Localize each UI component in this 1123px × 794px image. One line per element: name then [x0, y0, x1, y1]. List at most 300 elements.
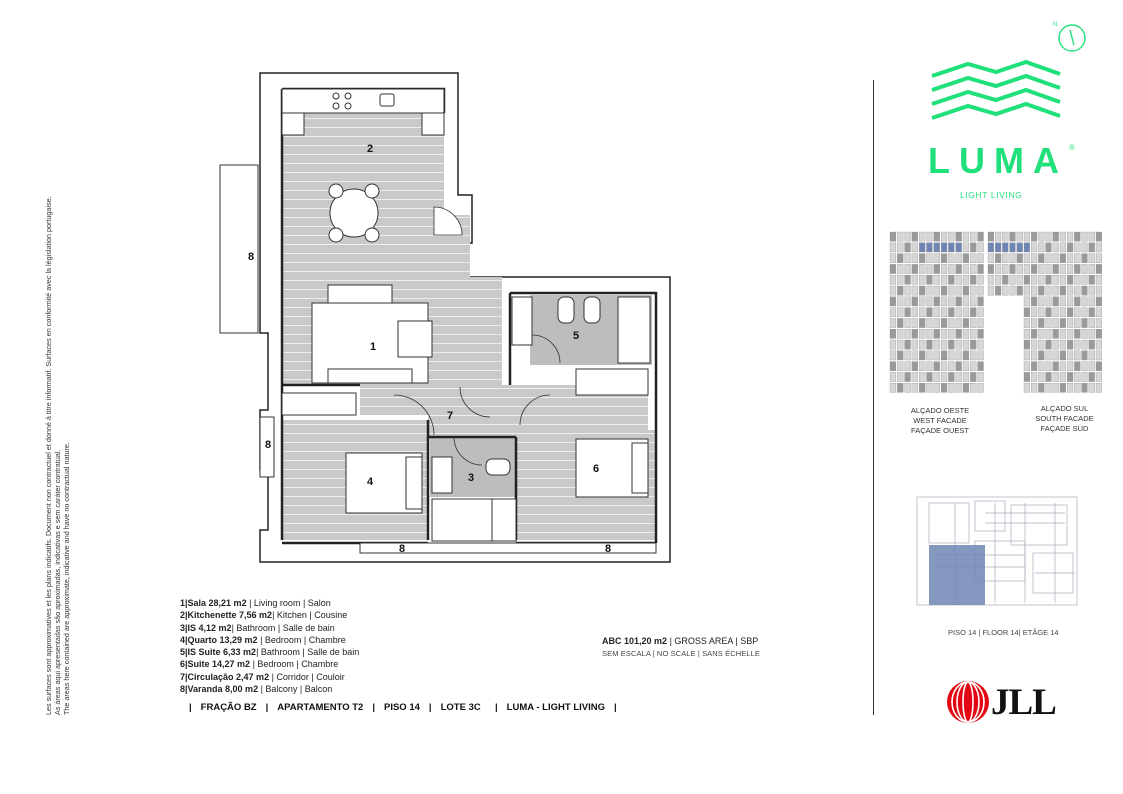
south-facade-label: ALÇADO SUL SOUTH FACADE FAÇADE SUD	[1035, 404, 1094, 433]
facade-window	[1002, 275, 1008, 284]
facade-window	[1053, 275, 1059, 284]
facade-window	[995, 264, 1001, 273]
facade-window	[978, 340, 984, 349]
facade-window	[1017, 232, 1023, 241]
facade-window	[919, 340, 925, 349]
facade-window	[934, 264, 940, 273]
facade-window	[919, 264, 925, 273]
unit-highlight	[929, 545, 985, 605]
facade-window	[988, 264, 994, 273]
facade-window	[1038, 286, 1044, 295]
facade-window	[963, 329, 969, 338]
facade-window	[995, 232, 1001, 241]
legend-row: 7|Circulação 2,47 m2 | Corridor | Couloir	[180, 671, 345, 682]
facade-window	[956, 351, 962, 360]
facade-window	[1082, 264, 1088, 273]
facade-window	[1053, 308, 1059, 317]
facade-window	[1074, 351, 1080, 360]
facade-window	[905, 243, 911, 252]
facade-window	[1053, 329, 1059, 338]
facade-window	[1067, 362, 1073, 371]
facade-window	[919, 254, 925, 263]
facade-window	[1096, 383, 1102, 392]
facade-window	[890, 254, 896, 263]
facade-window	[1046, 254, 1052, 263]
building-facades	[886, 230, 1116, 400]
facade-window	[1038, 318, 1044, 327]
brand-name: LUMA	[928, 140, 1068, 181]
registered-mark: ®	[1069, 143, 1075, 152]
facade-window	[956, 286, 962, 295]
facade-window	[890, 286, 896, 295]
facade-window	[995, 286, 1001, 295]
facade-window	[912, 254, 918, 263]
facade-window	[963, 351, 969, 360]
facade-window	[934, 329, 940, 338]
balcony-west	[220, 165, 258, 333]
facade-window	[1060, 329, 1066, 338]
facade-window	[941, 264, 947, 273]
facade-window	[1031, 329, 1037, 338]
facade-window	[956, 243, 962, 252]
facade-window	[897, 232, 903, 241]
facade-window	[1024, 329, 1030, 338]
facade-window	[948, 308, 954, 317]
facade-window	[1046, 340, 1052, 349]
facade-window	[905, 340, 911, 349]
agency-name: JLL	[991, 682, 1056, 723]
facade-window	[1053, 232, 1059, 241]
facade-window	[1096, 351, 1102, 360]
facade-window	[912, 264, 918, 273]
facade-window	[1038, 232, 1044, 241]
facade-window	[941, 329, 947, 338]
facade-window	[956, 372, 962, 381]
facade-window	[1067, 232, 1073, 241]
facade-window	[927, 232, 933, 241]
facade-window	[1074, 254, 1080, 263]
facade-window	[970, 264, 976, 273]
facade-window	[956, 297, 962, 306]
facade-window	[1031, 351, 1037, 360]
facade-window	[897, 318, 903, 327]
facade-window	[1031, 362, 1037, 371]
facade-window	[1074, 362, 1080, 371]
facade-window	[912, 318, 918, 327]
facade-window	[1024, 362, 1030, 371]
facade-window	[948, 362, 954, 371]
facade-window	[1074, 286, 1080, 295]
facade-window	[934, 340, 940, 349]
facade-window	[1089, 286, 1095, 295]
facade-window	[1017, 275, 1023, 284]
facade-window	[1067, 318, 1073, 327]
facade-window	[919, 362, 925, 371]
facade-window	[1082, 372, 1088, 381]
facade-window	[912, 362, 918, 371]
scale-note: SEM ESCALA | NO SCALE | SANS ÉCHELLE	[602, 649, 760, 658]
facade-window	[1082, 297, 1088, 306]
facade-window	[934, 254, 940, 263]
disclaimer	[44, 125, 72, 715]
facade-window	[905, 351, 911, 360]
facade-window	[890, 232, 896, 241]
facade-window	[978, 372, 984, 381]
facade-window	[963, 264, 969, 273]
facade-window	[941, 232, 947, 241]
facade-window	[948, 232, 954, 241]
facade-window	[1096, 318, 1102, 327]
facade-window	[1089, 383, 1095, 392]
facade-window	[934, 275, 940, 284]
facade-window	[1031, 308, 1037, 317]
facade-window	[905, 329, 911, 338]
legend-row: 2|Kitchenette 7,56 m2| Kitchen | Cousine	[180, 610, 348, 621]
facade-window	[912, 308, 918, 317]
facade-window	[1082, 308, 1088, 317]
facade-window	[890, 297, 896, 306]
facade-window	[905, 318, 911, 327]
facade-window	[1038, 340, 1044, 349]
facade-window	[1053, 286, 1059, 295]
facade-window	[912, 351, 918, 360]
room-label-3: 3	[468, 472, 475, 484]
facade-window	[963, 254, 969, 263]
facade-window	[1074, 340, 1080, 349]
facade-window	[1067, 372, 1073, 381]
facade-window	[970, 351, 976, 360]
facade-window	[1031, 383, 1037, 392]
facade-window	[919, 318, 925, 327]
facade-window	[1010, 275, 1016, 284]
facade-window	[978, 275, 984, 284]
facade-window	[956, 318, 962, 327]
facade-window	[978, 297, 984, 306]
facade-window	[963, 243, 969, 252]
facade-window	[1046, 383, 1052, 392]
luma-logo-icon	[930, 58, 1064, 128]
facade-window	[1046, 264, 1052, 273]
facade-window	[970, 275, 976, 284]
facade-window	[919, 308, 925, 317]
facade-window	[919, 297, 925, 306]
facade-window	[1046, 275, 1052, 284]
facade-window	[905, 286, 911, 295]
facade-window	[978, 254, 984, 263]
facade-window	[1082, 232, 1088, 241]
facade-window	[1010, 243, 1016, 252]
facade-window	[978, 232, 984, 241]
facade-window	[1053, 372, 1059, 381]
facade-window	[1017, 286, 1023, 295]
facade-window	[1038, 372, 1044, 381]
facade-window	[1060, 308, 1066, 317]
area-legend	[180, 597, 359, 695]
facade-window	[941, 297, 947, 306]
facade-window	[927, 275, 933, 284]
facade-window	[897, 275, 903, 284]
facade-window	[970, 362, 976, 371]
facade-window	[927, 264, 933, 273]
facade-window	[1024, 297, 1030, 306]
facade-window	[912, 372, 918, 381]
facade-window	[941, 243, 947, 252]
facade-window	[912, 383, 918, 392]
facade-window	[1082, 329, 1088, 338]
facade-window	[1082, 383, 1088, 392]
facade-window	[1067, 329, 1073, 338]
facade-window	[970, 297, 976, 306]
facade-window	[948, 264, 954, 273]
facade-window	[1067, 243, 1073, 252]
room-label-8-small: 8	[265, 439, 272, 451]
facade-window	[1024, 308, 1030, 317]
facade-window	[970, 318, 976, 327]
gross-area-block	[602, 636, 760, 658]
facade-window	[956, 362, 962, 371]
facade-window	[1082, 275, 1088, 284]
facade-window	[1017, 264, 1023, 273]
facade-window	[963, 232, 969, 241]
facade-window	[919, 351, 925, 360]
gross-area-value: ABC 101,20 m2	[602, 636, 668, 646]
facade-window	[1096, 232, 1102, 241]
facade-window	[912, 340, 918, 349]
facade-window	[927, 340, 933, 349]
facade-window	[970, 329, 976, 338]
facade-window	[988, 232, 994, 241]
facade-window	[988, 286, 994, 295]
facade-window	[978, 329, 984, 338]
facade-window	[927, 329, 933, 338]
facade-window	[978, 243, 984, 252]
facade-window	[1038, 362, 1044, 371]
facade-window	[948, 340, 954, 349]
facade-window	[1024, 383, 1030, 392]
facade-window	[1053, 362, 1059, 371]
facade-window	[1024, 264, 1030, 273]
facade-window	[956, 264, 962, 273]
facade-window	[1053, 297, 1059, 306]
facade-window	[1024, 372, 1030, 381]
facade-window	[934, 232, 940, 241]
facade-window	[1060, 383, 1066, 392]
facade-window	[927, 286, 933, 295]
facade-window	[1082, 243, 1088, 252]
facade-window	[927, 308, 933, 317]
facade-window	[905, 372, 911, 381]
facade-window	[905, 254, 911, 263]
facade-window	[912, 243, 918, 252]
facade-window	[1089, 340, 1095, 349]
facade-window	[941, 340, 947, 349]
facade-window	[1046, 297, 1052, 306]
facade-window	[1053, 383, 1059, 392]
facade-window	[934, 372, 940, 381]
facade-window	[1053, 243, 1059, 252]
facade-window	[927, 372, 933, 381]
facade-window	[1046, 372, 1052, 381]
floor-plan	[210, 65, 680, 570]
facade-window	[890, 351, 896, 360]
legend-row: 1|Sala 28,21 m2 | Living room | Salon	[180, 598, 331, 608]
facade-window	[905, 275, 911, 284]
disclaimer-line-fr: Les surfaces sont approximatives et les plans indicatifs. Document non contractuel et donné à titre informatif. Surfaces en conformité avec la législation portugaise.	[44, 196, 53, 715]
facade-window	[963, 362, 969, 371]
room-label-6: 6	[593, 463, 600, 475]
facade-window	[1002, 232, 1008, 241]
facade-window	[948, 318, 954, 327]
floor-key-plan	[915, 493, 1085, 613]
facade-window	[1089, 297, 1095, 306]
facade-window	[1038, 243, 1044, 252]
facade-window	[941, 275, 947, 284]
facade-window	[1060, 340, 1066, 349]
facade-window	[1074, 372, 1080, 381]
floor-label: PISO 14	[384, 702, 420, 713]
facade-window	[995, 254, 1001, 263]
keyplan-floor-label: PISO 14 | FLOOR 14| ETÂGE 14	[948, 628, 1059, 637]
facade-window	[1074, 383, 1080, 392]
facade-window	[956, 340, 962, 349]
facade-window	[927, 254, 933, 263]
facade-window	[890, 372, 896, 381]
facade-window	[1067, 308, 1073, 317]
facade-window	[1053, 318, 1059, 327]
facade-window	[963, 308, 969, 317]
facade-window	[1082, 362, 1088, 371]
jll-logo-icon	[946, 680, 990, 724]
lot-label: LOTE 3C	[440, 702, 481, 713]
facade-window	[919, 232, 925, 241]
facade-window	[995, 243, 1001, 252]
facade-window	[1067, 297, 1073, 306]
facade-window	[1089, 264, 1095, 273]
facade-window	[927, 383, 933, 392]
facade-window	[948, 275, 954, 284]
facade-window	[1067, 351, 1073, 360]
facade-window	[912, 286, 918, 295]
facade-window	[919, 372, 925, 381]
facade-window	[1096, 329, 1102, 338]
facade-window	[897, 264, 903, 273]
facade-window	[1060, 351, 1066, 360]
facade-window	[1074, 264, 1080, 273]
facade-window	[1038, 329, 1044, 338]
facade-window	[1010, 264, 1016, 273]
facade-window	[1089, 308, 1095, 317]
facade-window	[970, 372, 976, 381]
legend-row: 6|Suite 14,27 m2 | Bedroom | Chambre	[180, 659, 339, 670]
facade-window	[988, 275, 994, 284]
facade-window	[1053, 340, 1059, 349]
facade-window	[1074, 318, 1080, 327]
facade-window	[941, 308, 947, 317]
facade-window	[1031, 243, 1037, 252]
facade-window	[905, 264, 911, 273]
facade-window	[919, 329, 925, 338]
facade-window	[963, 286, 969, 295]
facade-window	[897, 372, 903, 381]
facade-window	[897, 308, 903, 317]
facade-window	[897, 297, 903, 306]
facade-window	[890, 329, 896, 338]
facade-window	[970, 308, 976, 317]
facade-window	[1060, 362, 1066, 371]
room-label-2: 2	[367, 143, 374, 155]
facade-window	[1031, 297, 1037, 306]
facade-window	[1089, 372, 1095, 381]
facade-window	[963, 340, 969, 349]
facade-window	[1089, 318, 1095, 327]
vertical-divider	[873, 80, 874, 715]
facade-window	[1060, 264, 1066, 273]
facade-window	[919, 275, 925, 284]
facade-window	[919, 383, 925, 392]
facade-window	[956, 383, 962, 392]
facade-window	[927, 362, 933, 371]
facade-window	[1046, 308, 1052, 317]
facade-window	[934, 318, 940, 327]
facade-window	[1031, 286, 1037, 295]
room-label-8-south-a: 8	[399, 543, 406, 555]
facade-window	[897, 362, 903, 371]
brand-tagline: LIGHT LIVING	[960, 190, 1023, 200]
facade-window	[978, 362, 984, 371]
facade-window	[963, 372, 969, 381]
facade-window	[1053, 264, 1059, 273]
facade-window	[956, 308, 962, 317]
facade-window	[1046, 243, 1052, 252]
facade-window	[978, 318, 984, 327]
facade-window	[970, 340, 976, 349]
facade-window	[970, 254, 976, 263]
facade-window	[897, 351, 903, 360]
facade-window	[1082, 351, 1088, 360]
facade-window	[1053, 351, 1059, 360]
facade-window	[1046, 286, 1052, 295]
facade-window	[1060, 275, 1066, 284]
facade-window	[912, 329, 918, 338]
facade-window	[1096, 297, 1102, 306]
facade-window	[1089, 275, 1095, 284]
facade-window	[1046, 362, 1052, 371]
svg-text:N: N	[1053, 22, 1058, 28]
facade-window	[963, 297, 969, 306]
facade-window	[1067, 275, 1073, 284]
facade-window	[905, 308, 911, 317]
facade-window	[919, 286, 925, 295]
facade-window	[1089, 329, 1095, 338]
facade-window	[1074, 297, 1080, 306]
facade-window	[890, 340, 896, 349]
facade-window	[1067, 340, 1073, 349]
facade-window	[1046, 351, 1052, 360]
facade-window	[897, 383, 903, 392]
facade-window	[927, 243, 933, 252]
facade-window	[970, 286, 976, 295]
facade-window	[897, 286, 903, 295]
facade-window	[1060, 254, 1066, 263]
facade-window	[941, 318, 947, 327]
legend-row: 8|Varanda 8,00 m2 | Balcony | Balcon	[180, 684, 333, 695]
legend-row: 3|IS 4,12 m2| Bathroom | Salle de bain	[180, 622, 335, 633]
facade-window	[890, 308, 896, 317]
facade-window	[1038, 351, 1044, 360]
facade-window	[890, 318, 896, 327]
facade-window	[1060, 286, 1066, 295]
facade-window	[905, 297, 911, 306]
